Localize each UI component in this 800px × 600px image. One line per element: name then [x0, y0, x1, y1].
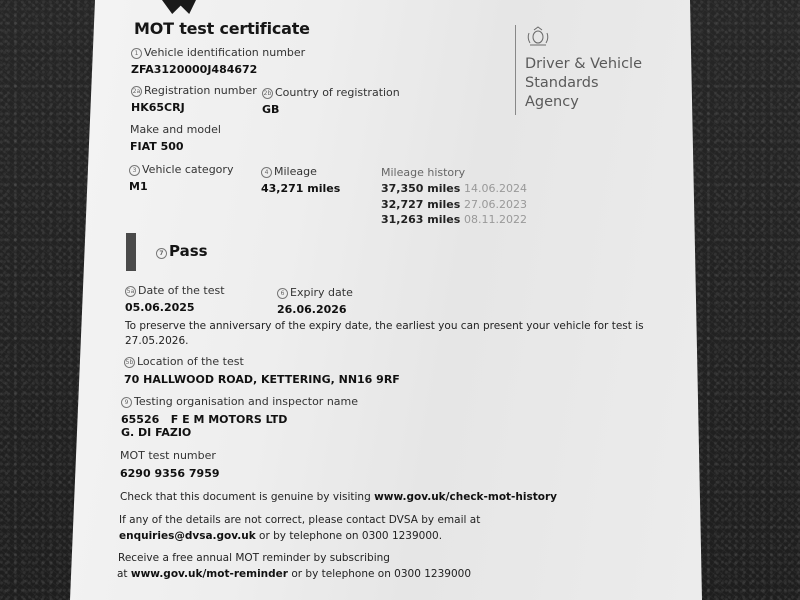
category-label: 3 Vehicle category [129, 163, 233, 176]
enquiries-email-link[interactable]: enquiries@dvsa.gov.uk [119, 530, 256, 542]
field-number-icon: 7 [156, 248, 167, 259]
royal-crest-icon [525, 25, 551, 47]
reminder-details: at www.gov.uk/mot-reminder or by telephone on 0300 1239000 [117, 568, 472, 580]
vin-value: ZFA3120000J484672 [131, 63, 258, 76]
contact-details: enquiries@dvsa.gov.uk or by telephone on 0300 1239000. [119, 530, 443, 542]
anniversary-date: 27.05.2026. [125, 335, 189, 347]
location-value: 70 HALLWOOD ROAD, KETTERING, NN16 9RF [124, 373, 400, 386]
test-date-label: 5a Date of the test [126, 284, 225, 297]
mileage-history-row: 37,350 miles 14.06.2024 [381, 182, 527, 195]
inspector-name: G. DI FAZIO [121, 426, 192, 439]
expiry-date-label: 6 Expiry date [277, 286, 353, 299]
make-model-value: FIAT 500 [130, 140, 184, 153]
check-genuine-text: Check that this document is genuine by visiting www.gov.uk/check-mot-history [120, 491, 557, 503]
field-number-icon: 6 [277, 288, 288, 299]
field-number-icon: 3 [129, 165, 140, 176]
make-model-label: Make and model [130, 123, 221, 136]
anniversary-note: To preserve the anniversary of the expiry date, the earliest you can present your vehicle for test is [125, 320, 644, 332]
result-bar [126, 233, 136, 271]
field-number-icon: 1 [131, 48, 142, 59]
field-number-icon: 5b [125, 359, 134, 366]
agency-line-3: Agency [525, 94, 579, 110]
mileage-history-row: 31,263 miles 08.11.2022 [381, 213, 527, 226]
mot-reminder-link[interactable]: www.gov.uk/mot-reminder [130, 568, 288, 580]
location-label: 5b Location of the test [125, 355, 244, 368]
field-number-icon: 4 [261, 167, 272, 178]
field-number-icon: 2a [132, 88, 141, 95]
mileage-history-label: Mileage history [381, 166, 466, 179]
dvsa-logo-text [525, 55, 642, 112]
field-number-icon: 9 [121, 397, 132, 408]
test-number-value: 6290 9356 7959 [120, 467, 220, 480]
mileage-value: 43,271 miles [261, 182, 341, 195]
agency-line-2: Standards [525, 75, 599, 91]
mileage-history-row: 32,727 miles 27.06.2023 [381, 198, 527, 211]
registration-value: HK65CRJ [131, 101, 185, 114]
expiry-date-value: 26.06.2026 [277, 303, 347, 316]
test-number-label: MOT test number [120, 449, 216, 462]
country-value: GB [262, 103, 280, 116]
test-date-value: 05.06.2025 [125, 301, 195, 314]
country-label: 2b Country of registration [263, 86, 400, 99]
mileage-label: 4 Mileage [261, 165, 317, 178]
category-value: M1 [129, 180, 148, 193]
reminder-text: Receive a free annual MOT reminder by subscribing [118, 552, 390, 564]
test-result: 7 Pass [156, 242, 208, 260]
logo-divider [515, 25, 516, 115]
tester-label: 9 Testing organisation and inspector name [121, 395, 358, 408]
testing-organisation: 65526 F E M MOTORS LTD [121, 413, 288, 426]
agency-line-1: Driver & Vehicle [525, 56, 642, 72]
field-number-icon: 5a [126, 288, 135, 295]
check-mot-history-link[interactable]: www.gov.uk/check-mot-history [374, 491, 557, 503]
contact-text: If any of the details are not correct, please contact DVSA by email at [119, 514, 481, 526]
registration-label: 2a Registration number [132, 84, 257, 97]
vin-label: 1 Vehicle identification number [131, 46, 305, 59]
certificate-title: MOT test certificate [134, 19, 310, 38]
field-number-icon: 2b [263, 90, 272, 97]
